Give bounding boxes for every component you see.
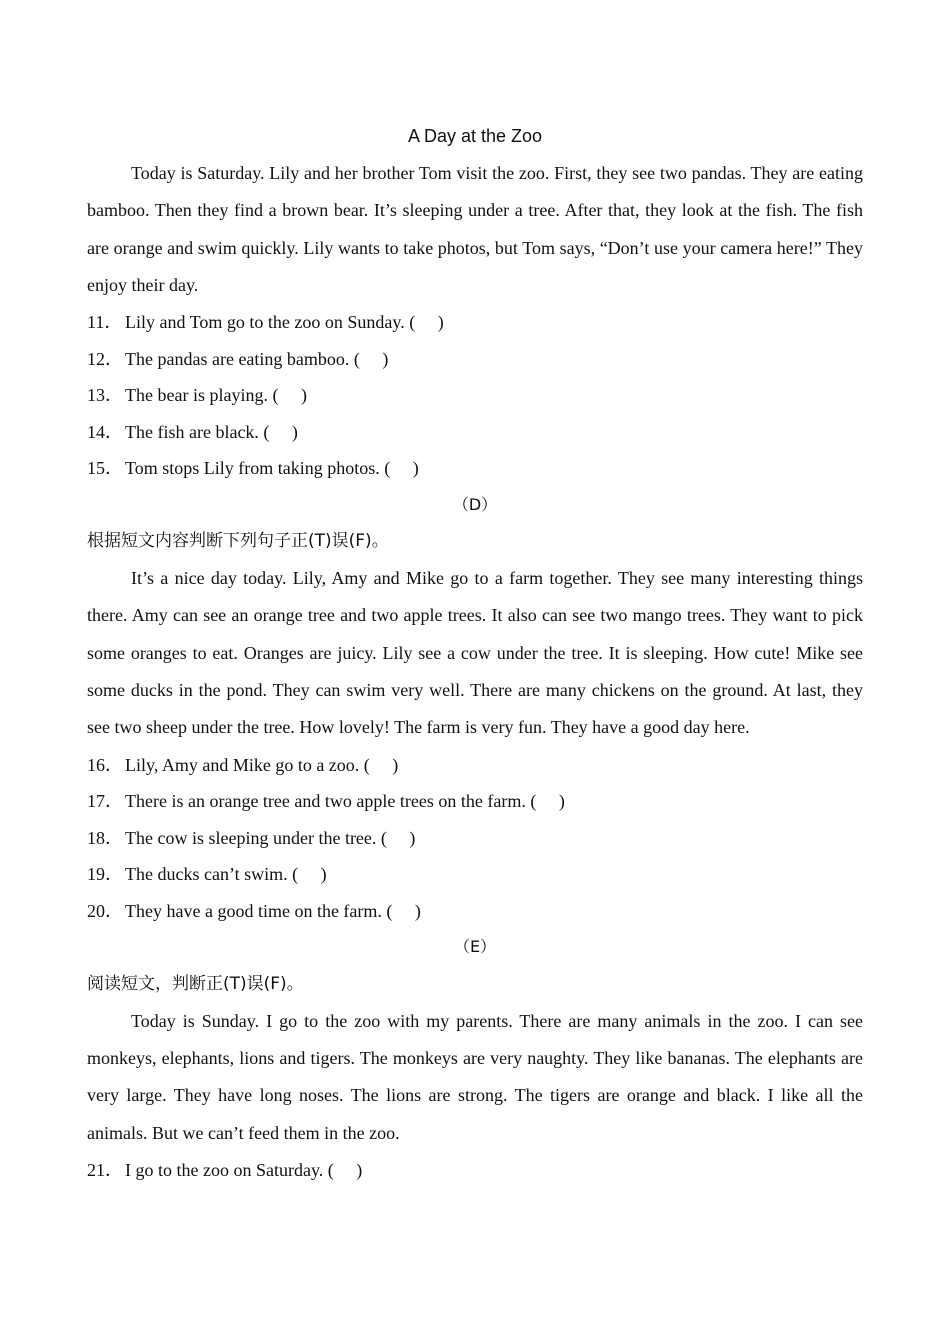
worksheet-page bbox=[87, 118, 863, 1188]
question-text: Tom stops Lily from taking photos. ( ) bbox=[125, 458, 419, 479]
question-number: 13． bbox=[87, 385, 123, 406]
question-text: The cow is sleeping under the tree. ( ) bbox=[125, 827, 416, 848]
question-text: Lily, Amy and Mike go to a zoo. ( ) bbox=[125, 754, 399, 775]
question-17 bbox=[87, 783, 863, 820]
question-13 bbox=[87, 377, 863, 414]
question-15 bbox=[87, 450, 863, 487]
question-number: 20． bbox=[87, 900, 123, 921]
question-20 bbox=[87, 893, 863, 930]
question-text: I go to the zoo on Saturday. ( ) bbox=[125, 1159, 363, 1180]
question-text: Lily and Tom go to the zoo on Sunday. ( ) bbox=[125, 312, 444, 333]
passage-c: Today is Saturday. Lily and her brother Tom visit the zoo. First, they see two pandas. They are eating bamboo. Then they find a brown bear. It’s sleeping under a tree. After that, they look at the fish. The fish are orange and swim quickly. Lily wants to take photos, but Tom says, “Don’t use your camera here!” They enjoy their day. bbox=[87, 163, 863, 295]
question-11 bbox=[87, 304, 863, 341]
question-number: 16． bbox=[87, 754, 123, 775]
passage-d: It’s a nice day today. Lily, Amy and Mike go to a farm together. They see many interesting things there. Amy can see an orange tree and two apple trees. It also can see two mango trees. They want to pick some oranges to eat. Oranges are juicy. Lily see a cow under the tree. It is sleeping. How cute! Mike see some ducks in the pond. They can swim very well. There are many chickens on the ground. At last, they see two sheep under the tree. How lovely! The farm is very fun. They have a good day here. bbox=[87, 568, 863, 738]
section-label-e: （E） bbox=[453, 937, 497, 957]
question-number: 21． bbox=[87, 1159, 123, 1180]
question-14 bbox=[87, 414, 863, 451]
passage-e: Today is Sunday. I go to the zoo with my parents. There are many animals in the zoo. I can see monkeys, elephants, lions and tigers. The monkeys are very naughty. They like bananas. The elephants are very large. They have long noses. The lions are strong. The tigers are orange and black. I like all the animals. But we can’t feed them in the zoo. bbox=[87, 1010, 863, 1143]
question-16 bbox=[87, 747, 863, 784]
question-number: 14． bbox=[87, 421, 123, 442]
question-text: The ducks can’t swim. ( ) bbox=[125, 864, 327, 885]
instruction-e: 阅读短文，判断正(T)误(F)。 bbox=[87, 973, 304, 994]
question-number: 15． bbox=[87, 458, 123, 479]
question-text: They have a good time on the farm. ( ) bbox=[125, 900, 421, 921]
question-18 bbox=[87, 820, 863, 857]
question-text: There is an orange tree and two apple trees on the farm. ( ) bbox=[125, 791, 565, 812]
question-text: The fish are black. ( ) bbox=[125, 421, 298, 442]
question-number: 12． bbox=[87, 348, 123, 369]
question-text: The pandas are eating bamboo. ( ) bbox=[125, 348, 389, 369]
question-number: 11． bbox=[87, 312, 123, 333]
question-19 bbox=[87, 856, 863, 893]
question-number: 18． bbox=[87, 827, 123, 848]
section-label-d: （D） bbox=[452, 494, 498, 514]
question-number: 17． bbox=[87, 791, 123, 812]
passage-title: A Day at the Zoo bbox=[407, 126, 543, 146]
instruction-d: 根据短文内容判断下列句子正(T)误(F)。 bbox=[87, 531, 389, 552]
question-12 bbox=[87, 341, 863, 378]
question-text: The bear is playing. ( ) bbox=[125, 385, 307, 406]
question-21 bbox=[87, 1152, 863, 1189]
question-number: 19． bbox=[87, 864, 123, 885]
